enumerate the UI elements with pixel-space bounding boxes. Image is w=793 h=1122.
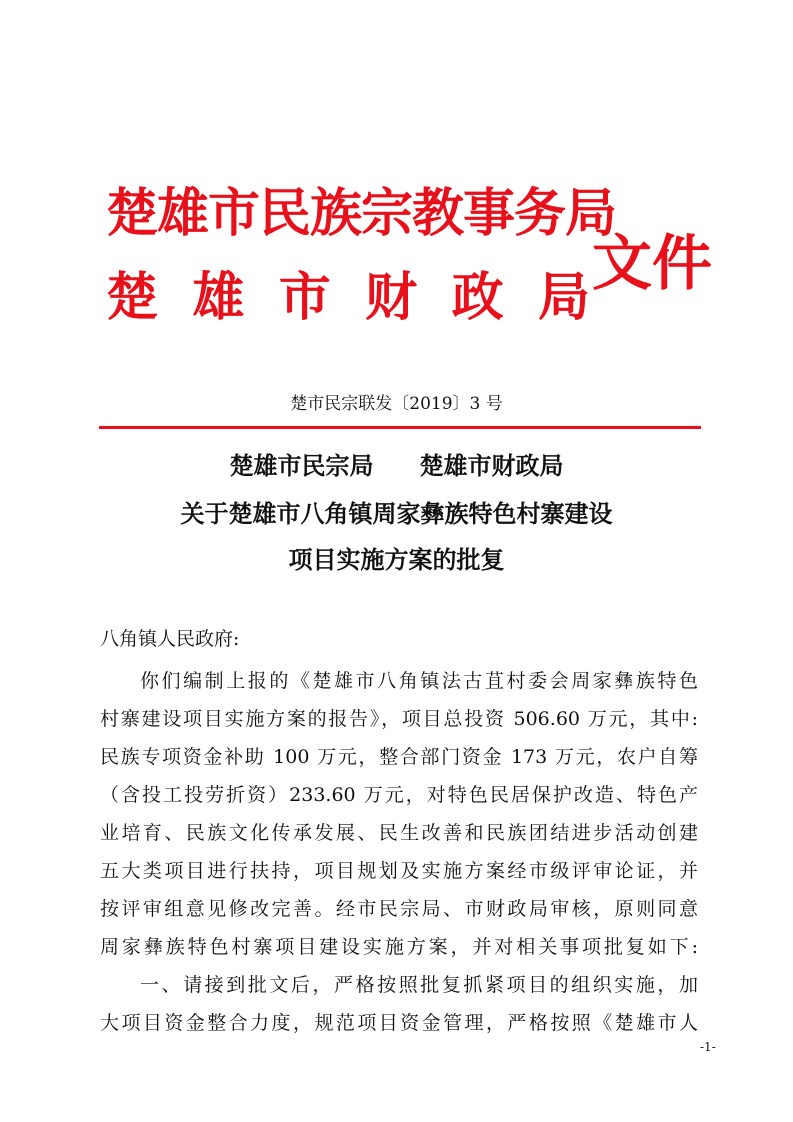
issuer-line-2-char: 局 [537, 268, 590, 328]
issuer-line-2-char: 雄 [192, 268, 245, 328]
body-line: 一、请接到批文后，严格按照批复抓紧项目的组织实施，加 [140, 974, 698, 996]
title-issuer-right: 楚雄市财政局 [419, 451, 564, 480]
title-issuer-left: 楚雄市民宗局 [229, 451, 374, 480]
body-line: 大项目资金整合力度，规范项目资金管理，严格按照《楚雄市人 [100, 1012, 698, 1034]
body-line: 按评审组意见修改完善。经市民宗局、市财政局审核，原则同意 [100, 898, 698, 920]
body-line: 民族专项资金补助 100 万元，整合部门资金 173 万元，农户自筹 [100, 746, 698, 768]
issuer-line-2-char: 政 [451, 268, 504, 328]
issuer-line-1: 楚雄市民族宗教事务局 [106, 184, 617, 244]
issuer-line-2-char: 市 [278, 268, 331, 328]
title-line-1 [0, 451, 793, 480]
red-divider [99, 426, 701, 429]
body-line: 你们编制上报的《楚雄市八角镇法古苴村委会周家彝族特色 [140, 670, 698, 692]
body-line: 周家彝族特色村寨项目建设实施方案，并对相关事项批复如下: [100, 936, 698, 958]
addressee: 八角镇人民政府: [100, 628, 240, 650]
body-line: 五大类项目进行扶持，项目规划及实施方案经市级评审论证，并 [100, 860, 698, 882]
issuer-line-2 [106, 268, 590, 328]
issuer-line-2-char: 楚 [106, 268, 159, 328]
body-line: 村寨建设项目实施方案的报告》，项目总投资 506.60 万元，其中: [100, 708, 698, 730]
page-number: -1- [700, 1040, 716, 1054]
title-line-2: 关于楚雄市八角镇周家彝族特色村寨建设 [180, 499, 613, 528]
title-line-3: 项目实施方案的批复 [288, 545, 505, 574]
document-type-label: 文件 [592, 229, 712, 299]
body-line: （含投工投劳折资）233.60 万元，对特色民居保护改造、特色产 [100, 784, 698, 806]
document-number: 楚市民宗联发〔2019〕3 号 [290, 394, 503, 414]
body-line: 业培育、民族文化传承发展、民生改善和民族团结进步活动创建 [100, 822, 698, 844]
issuer-line-2-char: 财 [365, 268, 418, 328]
